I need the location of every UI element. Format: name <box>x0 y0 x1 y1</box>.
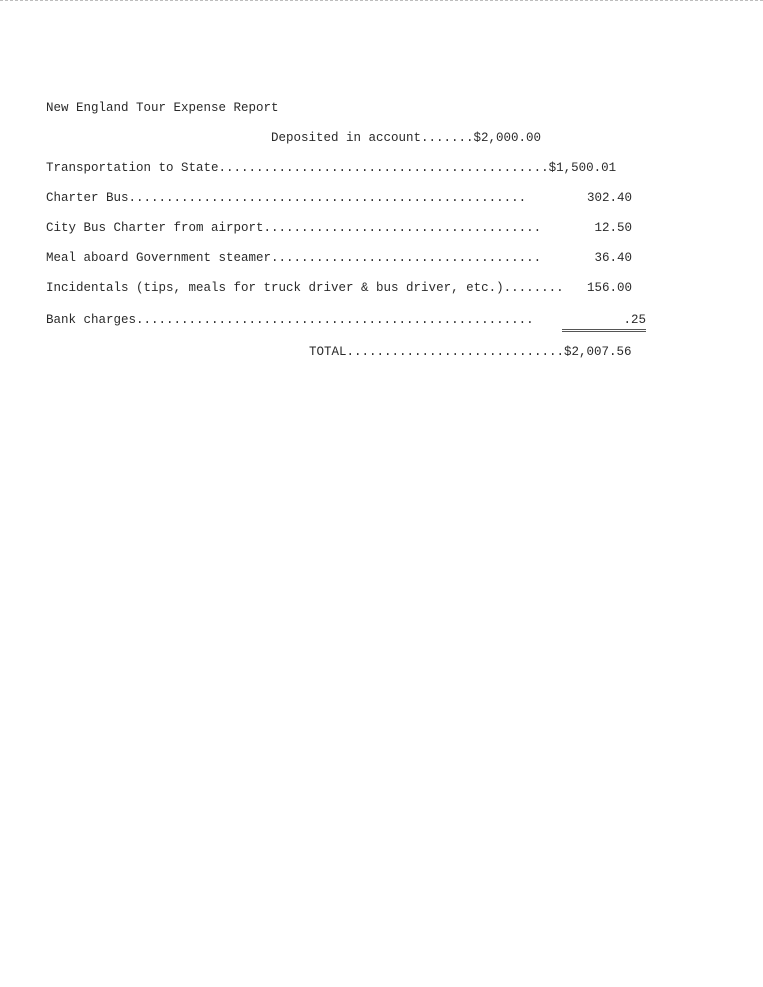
expense-amount-underlined <box>562 312 646 332</box>
expense-amount: 156.00 <box>586 281 632 295</box>
expense-amount: 36.40 <box>594 251 632 265</box>
expense-description: Charter Bus..................................................... <box>46 191 527 205</box>
expense-description: Meal aboard Government steamer.................................... <box>46 251 542 265</box>
deposit-line: Deposited in account.......$2,000.00 <box>271 131 542 145</box>
total-line: TOTAL.............................$2,007.56 <box>309 345 632 359</box>
expense-description: Incidentals (tips, meals for truck driver & bus driver, etc.)........ <box>46 281 564 295</box>
bank-charges-amount: .25 <box>562 312 646 332</box>
expense-description: Bank charges..................................................... <box>46 313 534 327</box>
expense-row-text: Transportation to State............................................$1,500.01 <box>46 161 617 175</box>
expense-amount: 302.40 <box>586 191 632 205</box>
expense-amount: 12.50 <box>594 221 632 235</box>
expense-description: City Bus Charter from airport..................................... <box>46 221 542 235</box>
report-title: New England Tour Expense Report <box>46 101 279 115</box>
